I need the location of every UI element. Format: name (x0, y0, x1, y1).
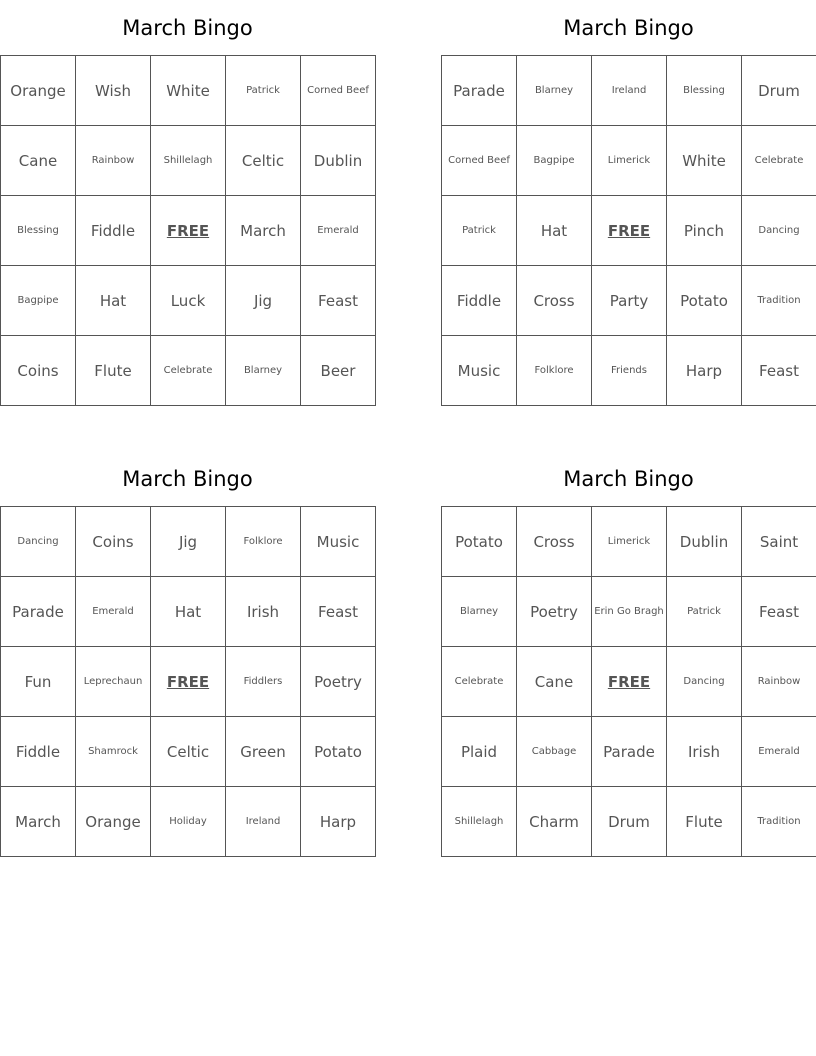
bingo-card (441, 461, 816, 857)
free-space: FREE (151, 196, 226, 266)
bingo-cell: Potato (667, 266, 742, 336)
bingo-cell: Cane (1, 126, 76, 196)
bingo-cell: Tradition (742, 787, 816, 857)
free-space: FREE (592, 196, 667, 266)
card-title: March Bingo (122, 16, 253, 40)
bingo-grid (441, 506, 816, 857)
bingo-cell: Pinch (667, 196, 742, 266)
bingo-cell: Flute (667, 787, 742, 857)
bingo-cell: Emerald (742, 717, 816, 787)
bingo-cell: Blarney (442, 577, 517, 647)
bingo-cell: Shamrock (76, 717, 151, 787)
grid-row (442, 266, 816, 336)
bingo-cell: Flute (76, 336, 151, 406)
bingo-card (0, 461, 375, 857)
bingo-cell: Ireland (226, 787, 301, 857)
bingo-grid (441, 55, 816, 406)
bingo-cell: White (151, 56, 226, 126)
bingo-cell: Poetry (301, 647, 376, 717)
bingo-cell: Fiddlers (226, 647, 301, 717)
grid-row (1, 336, 376, 406)
bingo-cell: Cross (517, 266, 592, 336)
bingo-cell: Potato (442, 507, 517, 577)
bingo-cell: Cabbage (517, 717, 592, 787)
bingo-cell: Drum (742, 56, 816, 126)
bingo-cell: Drum (592, 787, 667, 857)
bingo-cell: Folklore (226, 507, 301, 577)
bingo-cell: Music (442, 336, 517, 406)
bingo-cell: Celtic (226, 126, 301, 196)
bingo-cell: Fiddle (76, 196, 151, 266)
card-title: March Bingo (563, 16, 694, 40)
bingo-cell: Fun (1, 647, 76, 717)
bingo-cell: Wish (76, 56, 151, 126)
free-space: FREE (151, 647, 226, 717)
bingo-cell: Jig (151, 507, 226, 577)
bingo-cell: Folklore (517, 336, 592, 406)
grid-row (442, 56, 816, 126)
grid-row (442, 787, 816, 857)
bingo-cell: Patrick (226, 56, 301, 126)
bingo-cell: Tradition (742, 266, 816, 336)
bingo-grid (0, 506, 376, 857)
bingo-cell: Music (301, 507, 376, 577)
bingo-cell: Jig (226, 266, 301, 336)
bingo-card (441, 10, 816, 406)
free-space: FREE (592, 647, 667, 717)
bingo-cell: Corned Beef (442, 126, 517, 196)
bingo-cell: Hat (517, 196, 592, 266)
grid-row (1, 717, 376, 787)
grid-row (1, 787, 376, 857)
bingo-cell: March (1, 787, 76, 857)
bingo-cell: Corned Beef (301, 56, 376, 126)
grid-row (1, 196, 376, 266)
bingo-cell: Plaid (442, 717, 517, 787)
bingo-cell: Harp (667, 336, 742, 406)
bingo-cell: Fiddle (1, 717, 76, 787)
bingo-cell: Bagpipe (517, 126, 592, 196)
bingo-cell: Blarney (517, 56, 592, 126)
bingo-cell: Rainbow (76, 126, 151, 196)
grid-row (1, 507, 376, 577)
bingo-cell: Holiday (151, 787, 226, 857)
bingo-cell: Ireland (592, 56, 667, 126)
bingo-cell: Feast (301, 577, 376, 647)
bingo-cell: Irish (226, 577, 301, 647)
bingo-cell: Erin Go Bragh (592, 577, 667, 647)
bingo-cell: Coins (1, 336, 76, 406)
bingo-cell: Dublin (667, 507, 742, 577)
bingo-cell: Blessing (1, 196, 76, 266)
bingo-cell: Dancing (667, 647, 742, 717)
bingo-cell: Feast (742, 577, 816, 647)
grid-row (442, 196, 816, 266)
grid-row (442, 647, 816, 717)
bingo-cell: Dancing (1, 507, 76, 577)
bingo-cell: Emerald (301, 196, 376, 266)
bingo-cell: Charm (517, 787, 592, 857)
grid-row (442, 717, 816, 787)
bingo-cell: Limerick (592, 126, 667, 196)
bingo-cell: March (226, 196, 301, 266)
bingo-cell: Potato (301, 717, 376, 787)
bingo-cell: Party (592, 266, 667, 336)
grid-row (1, 647, 376, 717)
bingo-cell: Shillelagh (442, 787, 517, 857)
grid-row (442, 577, 816, 647)
bingo-cell: Hat (76, 266, 151, 336)
bingo-cell: Feast (301, 266, 376, 336)
bingo-cell: Shillelagh (151, 126, 226, 196)
grid-row (442, 126, 816, 196)
bingo-cell: Dublin (301, 126, 376, 196)
bingo-cell: White (667, 126, 742, 196)
grid-row (442, 336, 816, 406)
bingo-cell: Patrick (442, 196, 517, 266)
bingo-card (0, 10, 375, 406)
grid-row (442, 507, 816, 577)
bingo-cell: Poetry (517, 577, 592, 647)
bingo-cell: Beer (301, 336, 376, 406)
bingo-cell: Hat (151, 577, 226, 647)
bingo-cell: Limerick (592, 507, 667, 577)
bingo-cell: Celtic (151, 717, 226, 787)
bingo-cell: Emerald (76, 577, 151, 647)
bingo-cell: Rainbow (742, 647, 816, 717)
grid-row (1, 56, 376, 126)
bingo-grid (0, 55, 376, 406)
bingo-cell: Cross (517, 507, 592, 577)
bingo-cell: Patrick (667, 577, 742, 647)
grid-row (1, 577, 376, 647)
bingo-cell: Harp (301, 787, 376, 857)
bingo-cell: Bagpipe (1, 266, 76, 336)
bingo-cell: Irish (667, 717, 742, 787)
bingo-cell: Friends (592, 336, 667, 406)
bingo-cell: Saint (742, 507, 816, 577)
bingo-cell: Leprechaun (76, 647, 151, 717)
card-title: March Bingo (122, 467, 253, 491)
grid-row (1, 266, 376, 336)
grid-row (1, 126, 376, 196)
bingo-cell: Coins (76, 507, 151, 577)
bingo-cell: Luck (151, 266, 226, 336)
bingo-cell: Parade (1, 577, 76, 647)
bingo-cell: Green (226, 717, 301, 787)
bingo-cell: Celebrate (151, 336, 226, 406)
card-title: March Bingo (563, 467, 694, 491)
bingo-cell: Orange (1, 56, 76, 126)
bingo-cell: Feast (742, 336, 816, 406)
bingo-cell: Blarney (226, 336, 301, 406)
bingo-cell: Blessing (667, 56, 742, 126)
bingo-cell: Orange (76, 787, 151, 857)
bingo-cell: Parade (592, 717, 667, 787)
bingo-cell: Fiddle (442, 266, 517, 336)
bingo-cell: Celebrate (442, 647, 517, 717)
bingo-cell: Dancing (742, 196, 816, 266)
bingo-cell: Celebrate (742, 126, 816, 196)
bingo-cell: Parade (442, 56, 517, 126)
bingo-cell: Cane (517, 647, 592, 717)
